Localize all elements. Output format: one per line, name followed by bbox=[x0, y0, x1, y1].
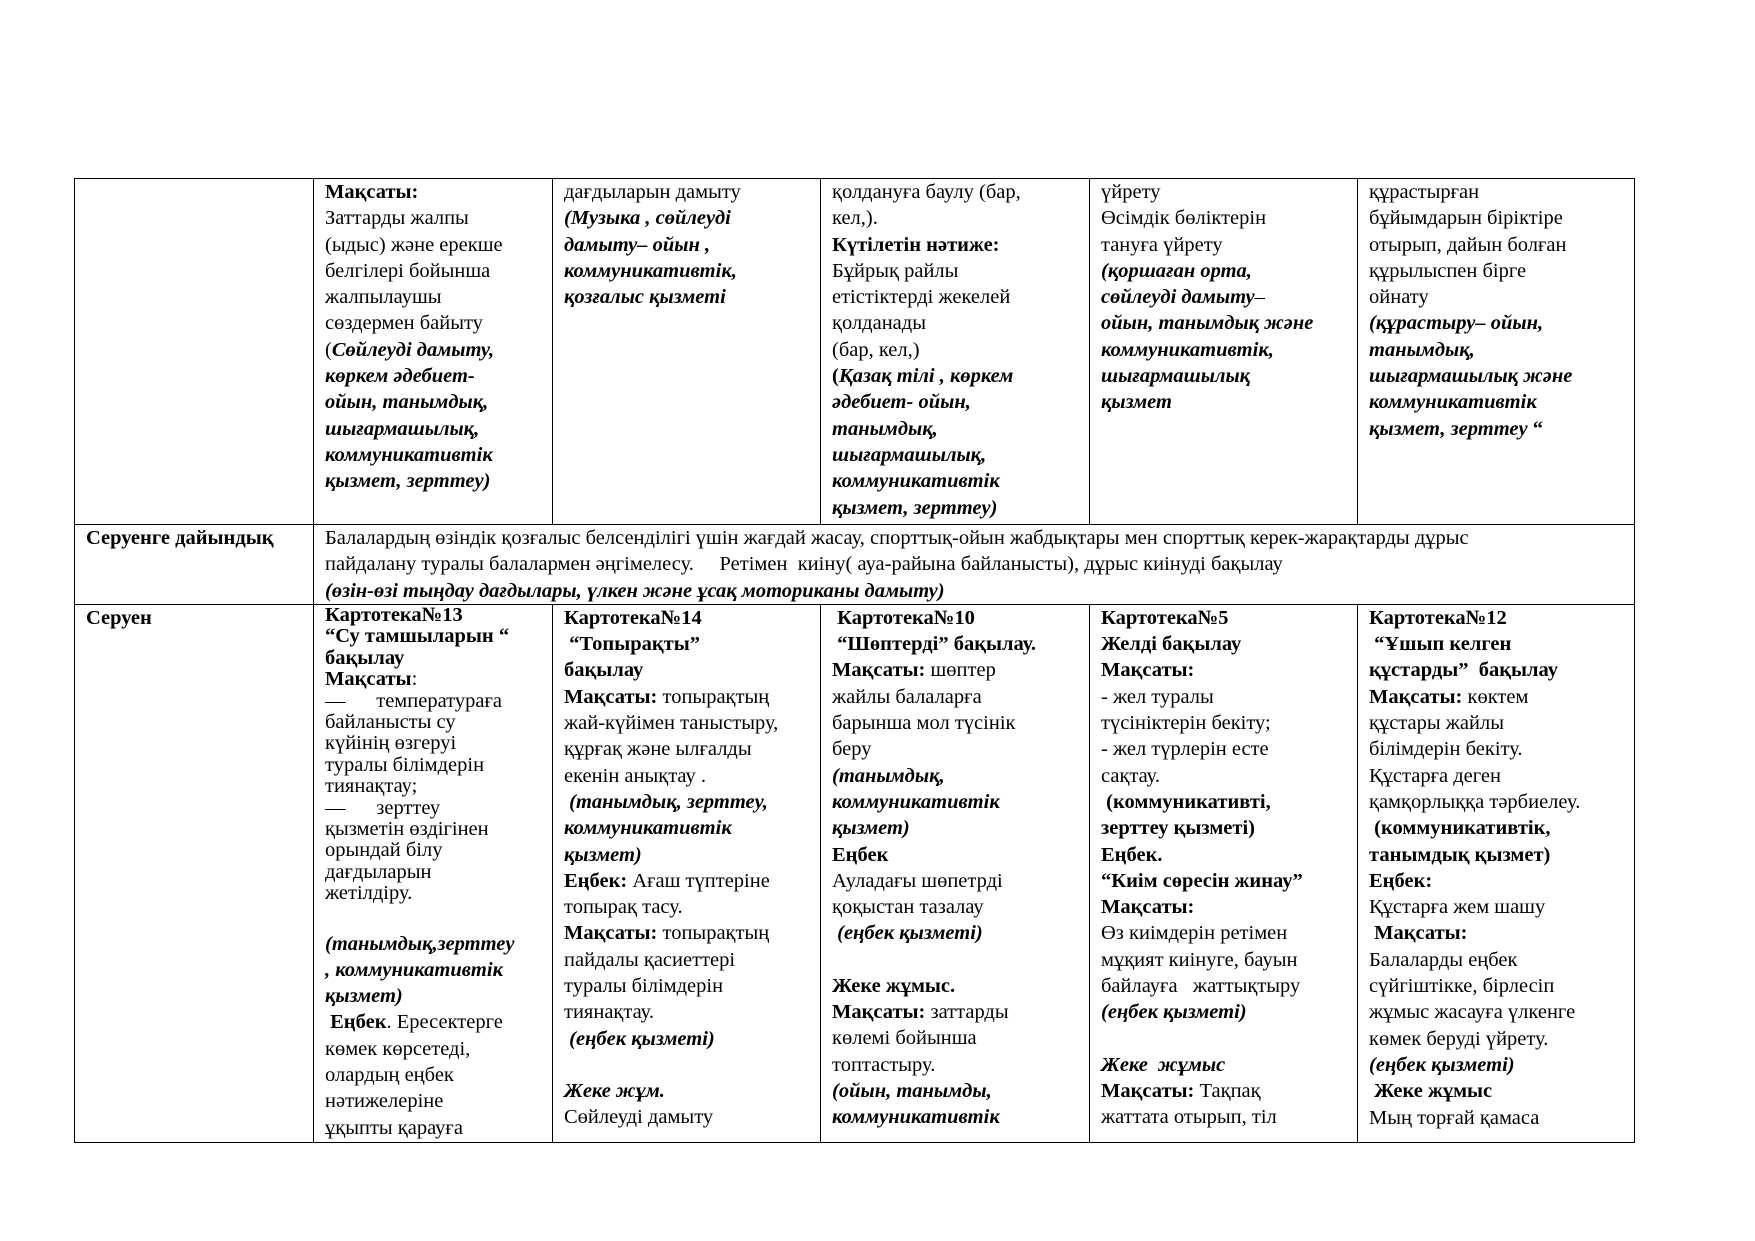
walk-card-13: Картотека№13 “Су тамшыларын “ бақылау Мақсаты: — температураға байланысты су күйінің өзгеруі туралы білімдерін тиянақтау; — зерттеу қызметін өздігінен орындай білу дағдыларын жетілдіру. (танымдық,зерттеу , коммуникативтік қызмет) Еңбек. Ересектерге көмек көрсетеді, олардың еңбек нәтижелеріне ұқыпты қарауға bbox=[314, 604, 553, 1142]
aims-cell-4: үйрету Өсімдік бөліктерін тануға үйрету (қоршаған орта, сөйлеуді дамыту– ойын, танымдық және коммуникативтік, шығармашылық қызмет bbox=[1090, 179, 1358, 525]
walk-card-14: Картотека№14 “Топырақты” бақылау Мақсаты: топырақтың жай-күйімен таныстыру, құрғақ және ылғалды екенін анықтау . (танымдық, зерттеу, коммуникативтік қызмет) Еңбек: Ағаш түптеріне топырақ тасу. Мақсаты: топырақтың пайдалы қасиеттері туралы білімдерін тиянақтау. (еңбек қызметі) Жеке жұм. Сөйлеуді дамыту bbox=[553, 604, 821, 1142]
table-row-walk-prep bbox=[75, 525, 1635, 605]
walk-card-10: Картотека№10 “Шөптерді” бақылау. Мақсаты: шөптер жайлы балаларға барынша мол түсінік беру (танымдық, коммуникативтік қызмет) Еңбек Ауладағы шөпетрді қоқыстан тазалау (еңбек қызметі) Жеке жұмыс. Мақсаты: заттарды көлемі бойынша топтастыру. (ойын, танымды, коммуникативтік bbox=[821, 604, 1090, 1142]
daily-plan-table bbox=[74, 178, 1635, 1143]
table-row-walk bbox=[75, 604, 1635, 1142]
walk-card-12: Картотека№12 “Ұшып келген құстарды” бақылау Мақсаты: көктем құстары жайлы білімдерін бекіту. Құстарға деген қамқорлыққа тәрбиелеу. (коммуникативтік, танымдық қызмет) Еңбек: Құстарға жем шашу Мақсаты: Балаларды еңбек сүйгіштікке, бірлесіп жұмыс жасауға үлкенге көмек беруді үйрету. (еңбек қызметі) Жеке жұмыс Мың торғай қамаса bbox=[1358, 604, 1635, 1142]
table-row-aims bbox=[75, 179, 1635, 525]
aims-cell-5: құрастырған бұйымдарын біріктіре отырып, дайын болған құрылыспен бірге ойнату (құрастыру– ойын, танымдық, шығармашылық және коммуникативтік қызмет, зерттеу “ bbox=[1358, 179, 1635, 525]
aims-cell-2: дағдыларын дамыту (Музыка , сөйлеуді дамыту– ойын , коммуникативтік, қозғалыс қызметі bbox=[553, 179, 821, 525]
aims-cell-1: Мақсаты: Заттарды жалпы (ыдыс) және ерекше белгілері бойынша жалпылаушы сөздермен байыту (Сөйлеуді дамыту, көркем әдебиет- ойын, танымдық, шығармашылық, коммуникативтік қызмет, зерттеу) bbox=[314, 179, 553, 525]
aims-cell-3: қолдануға баулу (бар, кел,). Күтілетін нәтиже: Бұйрық райлы етістіктерді жекелей қолданады (бар, кел,) (Қазақ тілі , көркем әдебиет- ойын, танымдық, шығармашылық, коммуникативтік қызмет, зерттеу) bbox=[821, 179, 1090, 525]
row-label-walk-prep: Серуенге дайындық bbox=[75, 525, 314, 605]
walk-card-5: Картотека№5 Желді бақылау Мақсаты: - жел туралы түсініктерін бекіту; - жел түрлерін есте сақтау. (коммуникативті, зерттеу қызметі) Еңбек. “Киім сөресін жинау” Мақсаты: Өз киімдерін ретімен мұқият киінуге, бауын байлауға жаттықтыру (еңбек қызметі) Жеке жұмыс Мақсаты: Тақпақ жаттата отырып, тіл bbox=[1090, 604, 1358, 1142]
walk-prep-content: Балалардың өзіндік қозғалыс белсенділігі үшін жағдай жасау, спорттық-ойын жабдықтары мен спорттық керек-жарақтарды дұрыс пайдалану туралы балалармен әңгімелесу. Ретімен киіну( ауа-райына байланысты), дұрыс киінуді бақылау (өзін-өзі тыңдау дағдылары, үлкен және ұсақ моториканы дамыту) bbox=[314, 525, 1635, 605]
row-label-empty bbox=[75, 179, 314, 525]
row-label-walk: Серуен bbox=[75, 604, 314, 1142]
